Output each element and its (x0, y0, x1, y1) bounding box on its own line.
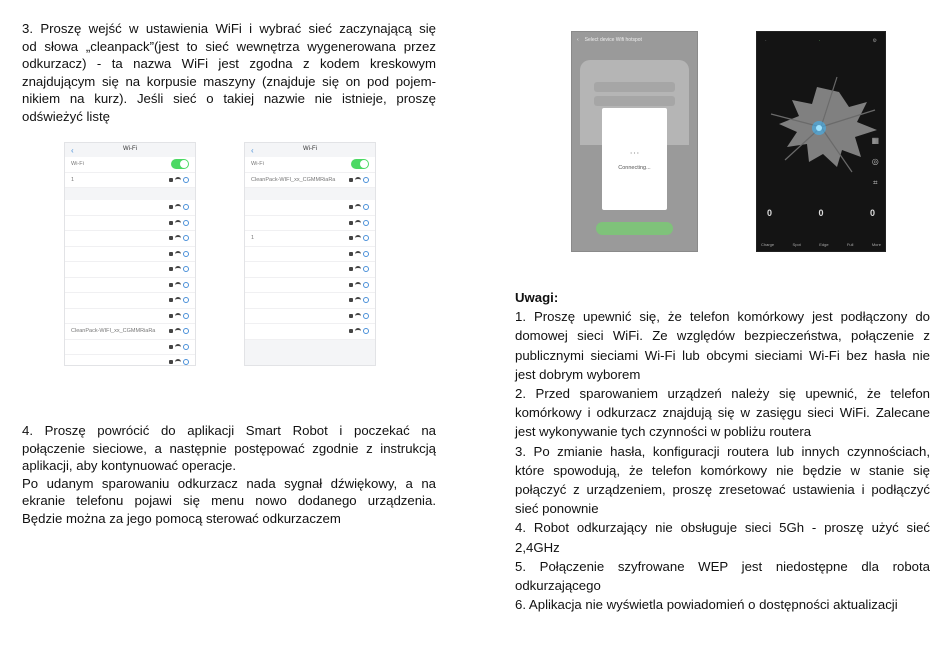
lock-icon (169, 205, 173, 209)
stat-battery: 0 (869, 208, 875, 218)
wifi-label: Wi-Fi (71, 161, 84, 168)
lock-icon (169, 252, 173, 256)
info-icon[interactable] (183, 282, 189, 288)
wifi-signal-icon (175, 251, 181, 257)
lock-icon (169, 345, 173, 349)
info-icon[interactable] (183, 359, 189, 365)
stat-time: 0 (818, 208, 824, 218)
network-row[interactable] (65, 340, 195, 356)
wifi-signal-icon (175, 328, 181, 334)
lock-icon (349, 267, 353, 271)
map-top-bar: · · ⚙ (765, 38, 877, 44)
wifi-signal-icon (355, 328, 361, 334)
network-name: CleanPack-WIFI_xx_CGMMRiaRa (71, 328, 156, 335)
lock-icon (349, 298, 353, 302)
lock-icon (349, 314, 353, 318)
network-row[interactable] (65, 355, 195, 366)
connecting-text: Connecting... (618, 164, 651, 171)
info-icon[interactable] (183, 251, 189, 257)
wifi-signal-icon (175, 220, 181, 226)
wifi-toggle-row (245, 157, 375, 173)
network-row[interactable] (245, 293, 375, 309)
info-icon[interactable] (363, 297, 369, 303)
tab-full[interactable]: Full (846, 242, 854, 247)
map-screenshot (756, 31, 886, 252)
info-icon[interactable] (183, 344, 189, 350)
wifi-signal-icon (175, 344, 181, 350)
wifi-list-screenshot-1 (64, 142, 196, 366)
step4-line: Po udanym sparowaniu odkurzacz nada sygnał dźwiękowy, a na (22, 475, 436, 491)
notes-heading: Uwagi: (515, 290, 559, 305)
network-row[interactable] (245, 324, 375, 340)
info-icon (363, 177, 369, 183)
wifi-signal-icon (175, 297, 181, 303)
screen-title: Wi-Fi (123, 146, 137, 152)
step4-line: połączenie sieciowe, a następnie postępować zgodnie z instrukcją (22, 440, 436, 456)
info-icon[interactable] (183, 204, 189, 210)
wifi-signal-icon (175, 177, 181, 183)
lock-icon (349, 221, 353, 225)
network-row[interactable] (65, 216, 195, 232)
info-icon[interactable] (363, 235, 369, 241)
notes-line: które spowodują, że telefon komórkowy nie będzie w stanie się (515, 462, 930, 478)
notes-section (515, 288, 930, 614)
network-list (65, 200, 195, 366)
notes-line: jest dobrym wyborem (515, 366, 641, 382)
notes-line: połączyć z urządzeniem, proszę zresetować ustawienia i podłączyć (515, 482, 930, 498)
step4-line: aplikacji, aby kontynuować operacje. (22, 458, 237, 474)
step3-line: nikiem na kurz). Jeśli sieć o takiej nazwie nie istnieje, proszę (22, 91, 436, 107)
step4-line: Będzie można za jego pomocą sterować odkurzaczem (22, 510, 341, 526)
notes-line: 1. Proszę upewnić się, że telefon komórkowy jest podłączony do (515, 309, 930, 325)
lock-icon (349, 205, 353, 209)
info-icon[interactable] (183, 266, 189, 272)
connecting-dialog (602, 108, 667, 210)
connected-network-row (65, 173, 195, 189)
connected-network-name: CleanPack-WIFI_xx_CGMMRiaRa (251, 176, 336, 183)
lock-icon (169, 329, 173, 333)
hotspot-option-2 (594, 96, 675, 106)
step-4-paragraph (22, 422, 436, 528)
info-icon[interactable] (183, 297, 189, 303)
wifi-label: Wi-Fi (251, 161, 264, 168)
network-row[interactable] (65, 324, 195, 340)
network-row[interactable] (245, 216, 375, 232)
lock-icon (349, 178, 353, 182)
back-chevron-icon: ‹ (251, 145, 254, 155)
wifi-signal-icon (175, 313, 181, 319)
wifi-signal-icon (355, 297, 361, 303)
network-row[interactable] (245, 262, 375, 278)
notes-line: komórkowy i odkurzacz znajdują się w zasięgu sieci WiFi. Zalecane (515, 405, 930, 421)
notes-line: 2. Przed sparowaniem urządzeń należy się upewnić, że telefon (515, 386, 930, 402)
map-stats (767, 208, 875, 218)
network-row[interactable] (65, 293, 195, 309)
wifi-signal-icon (175, 266, 181, 272)
step3-line: znajdującym się na korpusie maszyny (znajduje się on pod pojem- (22, 73, 436, 89)
step4-line: ekranie telefonu pojawi się menu nowo dodanego urządzenia. (22, 493, 436, 509)
wifi-list-screenshot-2 (244, 142, 376, 366)
lock-icon (169, 178, 173, 182)
notes-line: 3. Po zmianie hasła, konfiguracji routera lub innych czynnościach, (515, 443, 930, 459)
step-3-paragraph (22, 20, 436, 126)
notes-line: odkurzającego (515, 578, 601, 594)
info-icon[interactable] (183, 328, 189, 334)
next-button[interactable] (596, 222, 673, 235)
info-icon[interactable] (363, 328, 369, 334)
notes-line: 4. Robot odkurzający nie obsługuje sieci 5Gh - proszę użyć sieć (515, 520, 930, 536)
lock-icon (169, 236, 173, 240)
notes-line: publicznymi sieciami Wi-Fi lub obcymi sieciami Wi-Fi bez hasła nie (515, 347, 930, 363)
tab-more[interactable]: More (871, 242, 881, 247)
network-row[interactable] (65, 262, 195, 278)
step3-line: odświeżyć listę (22, 108, 110, 124)
network-row[interactable] (245, 231, 375, 247)
connecting-header-title: Select device Wifi hotspot (584, 37, 642, 43)
info-icon[interactable] (363, 251, 369, 257)
tab-charge[interactable]: Charge (761, 242, 775, 247)
info-icon[interactable] (363, 313, 369, 319)
connected-network-name: 1 (71, 176, 75, 183)
lock-icon (169, 360, 173, 364)
info-icon[interactable] (363, 282, 369, 288)
notes-line: 6. Aplikacja nie wyświetla powiadomień o dostępności aktualizacji (515, 597, 898, 613)
step3-line: 3. Proszę wejść w ustawienia WiFi i wybrać sieć zaczynającą się (22, 21, 436, 36)
step3-line: odkurzacz) - ta nazwa WiFi jest zgodna z kodem kreskowym (22, 56, 436, 72)
notes-line: sieć ponownie (515, 501, 599, 517)
cleaning-map (757, 32, 885, 251)
info-icon[interactable] (183, 220, 189, 226)
back-chevron-icon: ‹ (71, 145, 74, 155)
spot-cleaning-icon[interactable]: ◎ (871, 157, 879, 166)
network-row[interactable] (65, 309, 195, 325)
network-row[interactable] (245, 247, 375, 263)
map-side-actions (871, 136, 879, 188)
step3-line: od słowa „cleanpack”(jest to sieć wewnętrza wygenerowana przez (22, 38, 436, 54)
wifi-toggle-row (65, 157, 195, 173)
info-icon[interactable] (363, 220, 369, 226)
notes-line: 5. Połączenie szyfrowane WEP jest niedostępne dla robota (515, 558, 930, 574)
network-row[interactable] (245, 278, 375, 294)
lock-icon (349, 329, 353, 333)
settings-icon[interactable]: ⚙ (872, 38, 877, 44)
info-icon[interactable] (183, 235, 189, 241)
lock-icon (349, 283, 353, 287)
networks-section-header (65, 188, 195, 200)
tab-spot[interactable]: Spot (792, 242, 801, 247)
network-row[interactable] (65, 278, 195, 294)
connected-network-row (245, 173, 375, 189)
lock-icon (169, 267, 173, 271)
wifi-signal-icon (355, 220, 361, 226)
network-name: 1 (251, 235, 255, 242)
networks-section-header (245, 188, 375, 200)
lock-icon (169, 221, 173, 225)
stat-area: 0 (767, 208, 773, 218)
lock-icon (169, 298, 173, 302)
info-icon[interactable] (363, 266, 369, 272)
hotspot-option-1 (594, 82, 675, 92)
wifi-toggle (351, 159, 369, 169)
wifi-signal-icon (175, 235, 181, 241)
lock-icon (169, 283, 173, 287)
room-clean-icon[interactable]: ⌗ (872, 178, 878, 187)
notes-line: domowej sieci WiFi. Ze względów bezpieczeństwa, połączenie z (515, 328, 930, 344)
step4-line: 4. Proszę powrócić do aplikacji Smart Robot i poczekać na (22, 423, 436, 438)
loading-icon: ⋯ (629, 147, 640, 159)
map-bottom-tabs (761, 242, 881, 247)
wifi-signal-icon (355, 251, 361, 257)
tab-edge[interactable]: Edge (819, 242, 829, 247)
network-row[interactable] (65, 247, 195, 263)
notes-line: jest wykonywanie tych czynności w pobliżu routera (515, 424, 812, 440)
connecting-header (572, 32, 697, 48)
lock-icon (169, 314, 173, 318)
wifi-signal-icon (355, 266, 361, 272)
network-row[interactable] (245, 200, 375, 216)
info-icon[interactable] (183, 313, 189, 319)
info-icon (183, 177, 189, 183)
wifi-signal-icon (355, 313, 361, 319)
screen-title: Wi-Fi (303, 146, 317, 152)
back-chevron-icon: ‹ (577, 37, 579, 43)
network-row[interactable] (65, 231, 195, 247)
lock-icon (349, 252, 353, 256)
info-icon[interactable] (363, 204, 369, 210)
network-row[interactable] (65, 200, 195, 216)
notes-line: 2,4GHz (515, 539, 560, 555)
wifi-signal-icon (355, 282, 361, 288)
wifi-signal-icon (355, 177, 361, 183)
wifi-toggle (171, 159, 189, 169)
wifi-signal-icon (175, 359, 181, 365)
network-list (245, 200, 375, 340)
wifi-signal-icon (175, 282, 181, 288)
lock-icon (349, 236, 353, 240)
wifi-signal-icon (355, 204, 361, 210)
network-row[interactable] (245, 309, 375, 325)
zone-cleaning-icon[interactable]: ▦ (871, 136, 879, 145)
wifi-signal-icon (355, 235, 361, 241)
connecting-screenshot (571, 31, 698, 252)
wifi-signal-icon (175, 204, 181, 210)
